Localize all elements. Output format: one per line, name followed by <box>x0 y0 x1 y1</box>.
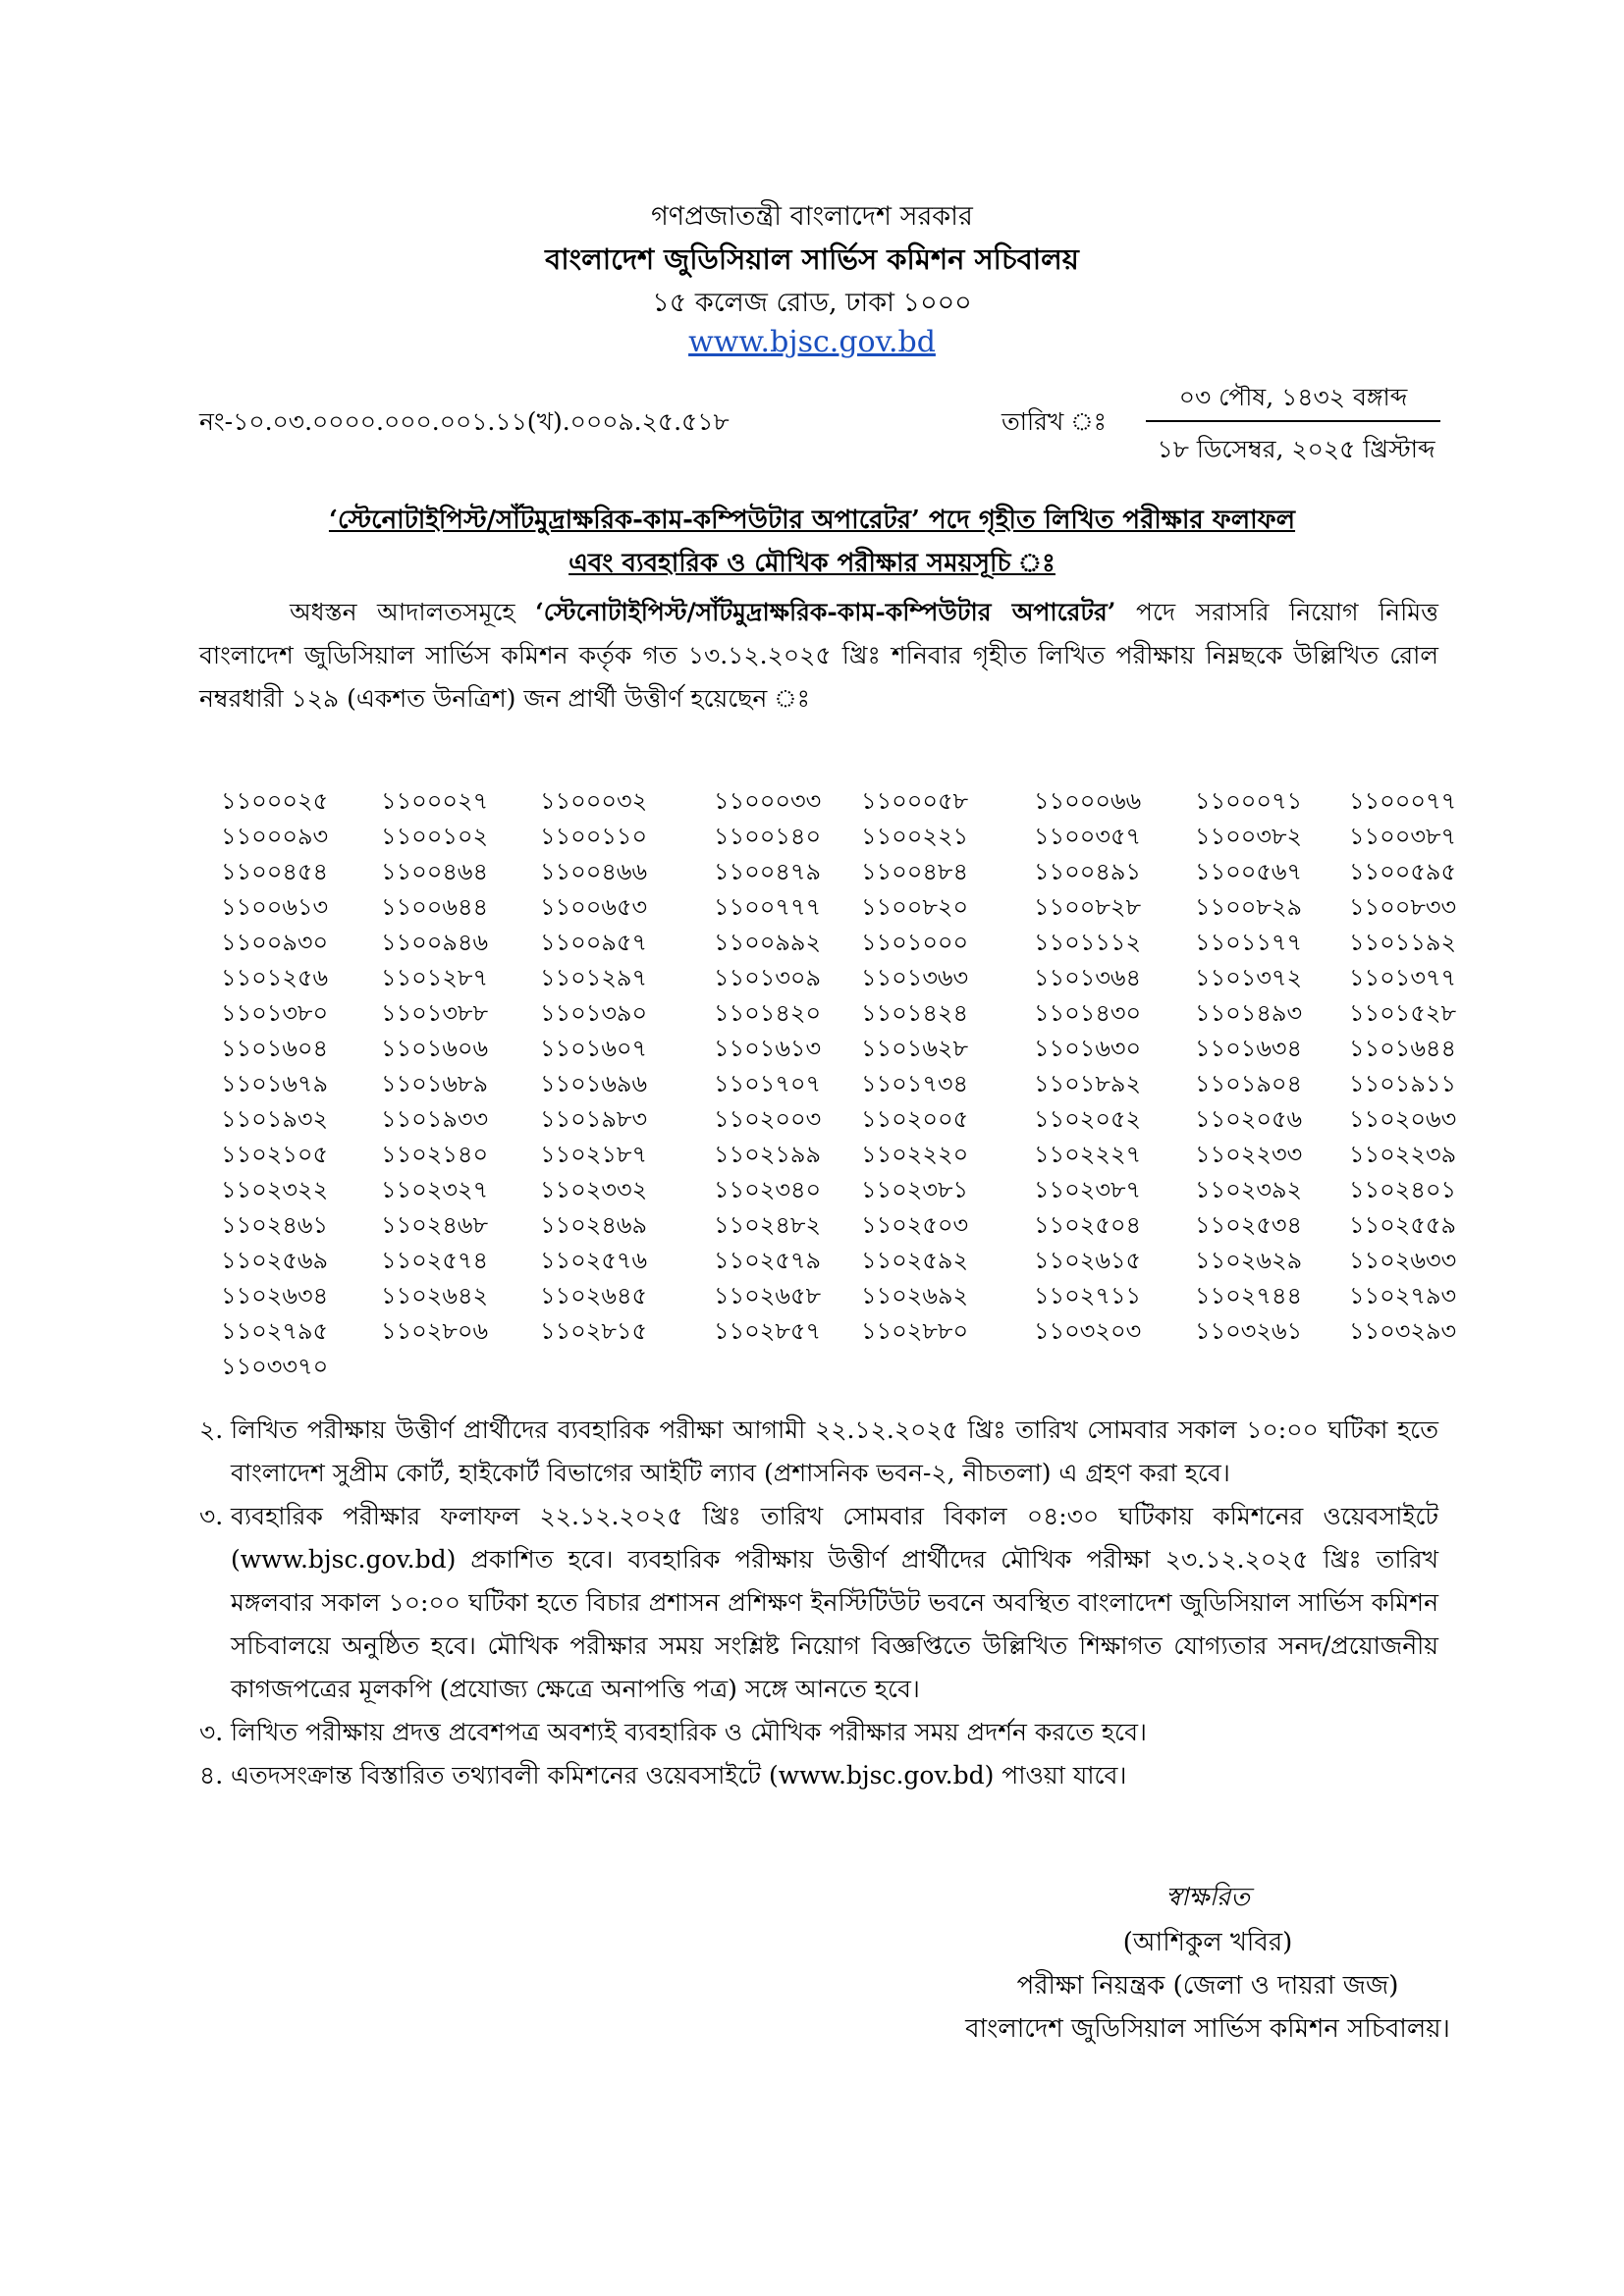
roll-number-cell: ১১০১৭৩৪ <box>861 1070 969 1097</box>
roll-number-cell: ১১০১৪৯৩ <box>1195 999 1303 1027</box>
roll-number-cell: ১১০১৩৬৩ <box>861 964 969 991</box>
roll-number-cell: ১১০১৩৮৮ <box>381 999 489 1027</box>
roll-number-cell: ১১০০২২১ <box>861 823 969 850</box>
roll-number-cell: ১১০১৯৮৩ <box>540 1105 648 1133</box>
roll-number-cell: ১১০২৬৯২ <box>861 1282 969 1309</box>
roll-number-cell: ১১০০৪৬৬ <box>540 858 648 885</box>
roll-number-cell: ১১০০৯৯২ <box>714 929 822 956</box>
roll-number-cell: ১১০১৭০৭ <box>714 1070 822 1097</box>
roll-number-cell: ১১০২৬৪৫ <box>540 1282 648 1309</box>
roll-number-cell: ১১০১৯৩৩ <box>381 1105 489 1133</box>
table-row <box>221 783 1457 819</box>
roll-number-cell: ১১০০০৩৩ <box>714 787 822 815</box>
intro-paragraph <box>199 591 1438 721</box>
roll-number-cell: ১১০০৯৪৬ <box>381 929 489 956</box>
roll-number-cell: ১১০১৩৬৪ <box>1034 964 1142 991</box>
table-row <box>221 1031 1457 1066</box>
roll-number-cell: ১১০২৮০৬ <box>381 1317 489 1345</box>
roll-number-cell: ১১০২২২৭ <box>1034 1141 1142 1168</box>
roll-number-cell: ১১০০৪৫৪ <box>221 858 329 885</box>
roll-number-cell: ১১০২২২০ <box>861 1141 969 1168</box>
roll-number-cell: ১১০২২৩৯ <box>1349 1141 1457 1168</box>
roll-number-cell: ১১০০৬৪৪ <box>381 893 489 921</box>
roll-number-cell: ১১০২১০৫ <box>221 1141 329 1168</box>
roll-number-cell: ১১০০৬৫৩ <box>540 893 648 921</box>
roll-number-cell: ১১০১৪৩০ <box>1034 999 1142 1027</box>
table-row <box>221 889 1457 925</box>
roll-number-cell: ১১০২৩২৭ <box>381 1176 489 1203</box>
roll-number-cell: ১১০০৮২০ <box>861 893 969 921</box>
roll-number-cell: ১১০১২৫৬ <box>221 964 329 991</box>
note-text: লিখিত পরীক্ষায় প্রদত্ত প্রবেশপত্র অবশ্যই ব্যবহারিক ও মৌখিক পরীক্ষার সময় প্রদর্শন করতে হবে। <box>231 1718 1147 1746</box>
roll-number-cell: ১১০১১৯২ <box>1349 929 1457 956</box>
roll-number-cell: ১১০০৮৩৩ <box>1349 893 1457 921</box>
note-text: ব্যবহারিক পরীক্ষার ফলাফল ২২.১২.২০২৫ খ্রিঃ তারিখ সোমবার বিকাল ০৪:৩০ ঘটিকায় কমিশনের ওয়েবসাইটে (www.bjsc.gov.bd) প্রকাশিত হবে। ব্যবহারিক পরীক্ষায় উত্তীর্ণ প্রার্থীদের মৌখিক পরীক্ষা ২৩.১২.২০২৫ খ্রিঃ তারিখ মঙ্গলবার সকাল ১০:০০ ঘটিকা হতে বিচার প্রশাসন প্রশিক্ষণ ইনস্টিটিউট ভবনে অবস্থিত বাংলাদেশ জুডিসিয়াল সার্ভিস কমিশন সচিবালয়ে অনুষ্ঠিত হবে। মৌখিক পরীক্ষার সময় সংশ্লিষ্ট নিয়োগ বিজ্ঞপ্তিতে উল্লিখিত শিক্ষাগত যোগ্যতার সনদ/প্রয়োজনীয় কাগজপত্রের মূলকপি (প্রযোজ্য ক্ষেত্রে অনাপত্তি পত্র) সঙ্গে আনতে হবে। <box>231 1502 1438 1703</box>
roll-number-cell: ১১০১৯৩২ <box>221 1105 329 1133</box>
intro-part-1: অধস্তন আদালতসমূহে <box>290 598 536 626</box>
roll-number-cell: ১১০০০৩২ <box>540 787 648 815</box>
signatory-office: বাংলাদেশ জুডিসিয়াল সার্ভিস কমিশন সচিবালয়। <box>965 2014 1450 2044</box>
roll-number-cell: ১১০১৬০৬ <box>381 1035 489 1062</box>
roll-number-cell: ১১০০১৪০ <box>714 823 822 850</box>
table-row <box>221 1172 1457 1207</box>
roll-number-cell: ১১০০৫৯৫ <box>1349 858 1457 885</box>
roll-number-cell: ১১০০০৯৩ <box>221 823 329 850</box>
table-row <box>221 925 1457 960</box>
roll-number-cell: ১১০২৫৯২ <box>861 1247 969 1274</box>
note-item <box>199 1409 1438 1495</box>
roll-number-cell: ১১০২০৬৩ <box>1349 1105 1457 1133</box>
table-row <box>221 960 1457 995</box>
date-label: তারিখ ঃ <box>1001 407 1107 436</box>
roll-number-cell: ১১০১২৯৭ <box>540 964 648 991</box>
roll-number-cell: ১১০১১১২ <box>1034 929 1142 956</box>
note-item <box>199 1711 1438 1754</box>
signatory-designation: পরীক্ষা নিয়ন্ত্রক (জেলা ও দায়রা জজ) <box>1016 1971 1399 2001</box>
roll-number-cell: ১১০২৭৯৫ <box>221 1317 329 1345</box>
note-number: ৩. <box>199 1502 224 1530</box>
signature-signed: স্বাক্ষরিত <box>1165 1883 1250 1912</box>
roll-number-cell: ১১০২৩২২ <box>221 1176 329 1203</box>
roll-number-cell: ১১০১৬২৮ <box>861 1035 969 1062</box>
table-row <box>221 1066 1457 1101</box>
roll-number-cell: ১১০২৪৬৮ <box>381 1211 489 1239</box>
roll-number-cell: ১১০০৪৮৪ <box>861 858 969 885</box>
roll-number-cell: ১১০০০৬৬ <box>1034 787 1142 815</box>
roll-number-cell: ১১০২০০৩ <box>714 1105 822 1133</box>
roll-number-cell: ১১০১৬০৪ <box>221 1035 329 1062</box>
table-row <box>221 1137 1457 1172</box>
table-row <box>221 1278 1457 1313</box>
table-row <box>221 1101 1457 1137</box>
table-row <box>221 1207 1457 1243</box>
roll-number-cell: ১১০১৪২০ <box>714 999 822 1027</box>
roll-number-cell: ১১০২১৪০ <box>381 1141 489 1168</box>
roll-number-cell: ১১০২২৩৩ <box>1195 1141 1303 1168</box>
roll-number-cell: ১১০২৬৪২ <box>381 1282 489 1309</box>
intro-post-name: ‘স্টেনোটাইপিস্ট/সাঁটমুদ্রাক্ষরিক-কাম-কম্পিউটার অপারেটর’ <box>535 598 1116 626</box>
header-website-link[interactable]: www.bjsc.gov.bd <box>688 325 936 359</box>
roll-number-cell: ১১০১৬৩০ <box>1034 1035 1142 1062</box>
roll-number-cell: ১১০০০৭১ <box>1195 787 1303 815</box>
date-english: ১৮ ডিসেম্বর, ২০২৫ খ্রিস্টাব্দ <box>1157 435 1435 463</box>
table-row <box>221 854 1457 889</box>
roll-number-cell: ১১০২৫৭৯ <box>714 1247 822 1274</box>
roll-number-cell: ১১০০৮২৯ <box>1195 893 1303 921</box>
roll-number-cell: ১১০২৫৭৬ <box>540 1247 648 1274</box>
note-number: ৩. <box>199 1718 224 1746</box>
roll-number-cell: ১১০০৯৩০ <box>221 929 329 956</box>
memo-number: নং-১০.০৩.০০০০.০০০.০০১.১১(খ).০০০৯.২৫.৫১৮ <box>199 407 730 436</box>
subject-heading <box>0 499 1624 585</box>
roll-number-cell: ১১০২৪০১ <box>1349 1176 1457 1203</box>
subject-line-1: ‘স্টেনোটাইপিস্ট/সাঁটমুদ্রাক্ষরিক-কাম-কম্পিউটার অপারেটর’ পদে গৃহীত লিখিত পরীক্ষার ফলাফল <box>328 506 1296 535</box>
roll-number-cell: ১১০২৪৬৯ <box>540 1211 648 1239</box>
date-divider <box>1146 420 1440 422</box>
roll-number-cell: ১১০০৪৬৪ <box>381 858 489 885</box>
header-office-name: বাংলাদেশ জুডিসিয়াল সার্ভিস কমিশন সচিবালয় <box>545 242 1079 276</box>
roll-number-cell: ১১০২৫৫৯ <box>1349 1211 1457 1239</box>
note-text: লিখিত পরীক্ষায় উত্তীর্ণ প্রার্থীদের ব্যবহারিক পরীক্ষা আগামী ২২.১২.২০২৫ খ্রিঃ তারিখ সোমবার সকাল ১০:০০ ঘটিকা হতে বাংলাদেশ সুপ্রীম কোর্ট, হাইকোর্ট বিভাগের আইটি ল্যাব (প্রশাসনিক ভবন-২, নীচতলা) এ গ্রহণ করা হবে। <box>231 1415 1438 1487</box>
roll-number-cell: ১১০০০৭৭ <box>1349 787 1457 815</box>
roll-number-cell: ১১০৩২৯৩ <box>1349 1317 1457 1345</box>
roll-number-cell: ১১০১৩৭৭ <box>1349 964 1457 991</box>
table-row <box>221 819 1457 854</box>
roll-number-cell: ১১০০৩৮৭ <box>1349 823 1457 850</box>
roll-number-cell: ১১০১০০০ <box>861 929 969 956</box>
roll-number-cell: ১১০২৩৪০ <box>714 1176 822 1203</box>
subject-line-2: এবং ব্যবহারিক ও মৌখিক পরীক্ষার সময়সূচি ঃ <box>568 549 1056 578</box>
roll-number-cell: ১১০০৯৫৭ <box>540 929 648 956</box>
roll-number-cell: ১১০১৩০৯ <box>714 964 822 991</box>
roll-number-cell: ১১০২৩৮১ <box>861 1176 969 1203</box>
roll-number-cell: ১১০২৭৯৩ <box>1349 1282 1457 1309</box>
roll-number-cell: ১১০২০০৫ <box>861 1105 969 1133</box>
roll-number-cell: ১১০২৩৩২ <box>540 1176 648 1203</box>
roll-number-cell: ১১০২৪৮২ <box>714 1211 822 1239</box>
header-address: ১৫ কলেজ রোড, ঢাকা ১০০০ <box>652 288 972 318</box>
note-number: ৪. <box>199 1761 224 1789</box>
roll-number-cell: ১১০০৭৭৭ <box>714 893 822 921</box>
roll-number-cell: ১১০৩২৬১ <box>1195 1317 1303 1345</box>
roll-number-cell: ১১০১৯০৪ <box>1195 1070 1303 1097</box>
roll-number-cell: ১১০২১৯৯ <box>714 1141 822 1168</box>
roll-number-cell: ১১০১৬৪৪ <box>1349 1035 1457 1062</box>
roll-number-cell: ১১০২৪৬১ <box>221 1211 329 1239</box>
roll-number-cell: ১১০০১১০ <box>540 823 648 850</box>
roll-number-cell: ১১০২৫০৪ <box>1034 1211 1142 1239</box>
header-government: গণপ্রজাতন্ত্রী বাংলাদেশ সরকার <box>651 201 973 232</box>
roll-number-cell: ১১০০০২৭ <box>381 787 489 815</box>
roll-number-cell: ১১০১২৮৭ <box>381 964 489 991</box>
roll-number-cell: ১১০০৫৬৭ <box>1195 858 1303 885</box>
roll-number-cell: ১১০১৪২৪ <box>861 999 969 1027</box>
roll-number-cell: ১১০১৩৮০ <box>221 999 329 1027</box>
roll-number-cell: ১১০০০২৫ <box>221 787 329 815</box>
roll-number-cell: ১১০১৬৯৬ <box>540 1070 648 1097</box>
note-number: ২. <box>199 1415 224 1444</box>
roll-number-cell: ১১০১৮৯২ <box>1034 1070 1142 1097</box>
table-row <box>221 1243 1457 1278</box>
roll-number-cell: ১১০২৬১৫ <box>1034 1247 1142 1274</box>
roll-number-cell: ১১০২৬৫৮ <box>714 1282 822 1309</box>
roll-number-cell: ১১০১৯১১ <box>1349 1070 1457 1097</box>
roll-number-cell: ১১০০৩৮২ <box>1195 823 1303 850</box>
roll-number-cell: ১১০০১০২ <box>381 823 489 850</box>
roll-number-cell: ১১০২৮৫৭ <box>714 1317 822 1345</box>
roll-number-cell: ১১০২৫৬৯ <box>221 1247 329 1274</box>
roll-number-cell: ১১০২১৮৭ <box>540 1141 648 1168</box>
table-row <box>221 995 1457 1031</box>
notes-list <box>199 1409 1438 1797</box>
roll-number-cell: ১১০২৮১৫ <box>540 1317 648 1345</box>
roll-number-cell: ১১০১৩৭২ <box>1195 964 1303 991</box>
roll-number-cell: ১১০২৫০৩ <box>861 1211 969 1239</box>
note-item <box>199 1495 1438 1711</box>
roll-number-cell: ১১০২৮৮০ <box>861 1317 969 1345</box>
roll-number-cell: ১১০১৫২৮ <box>1349 999 1457 1027</box>
roll-number-cell: ১১০৩৩৭০ <box>221 1353 329 1380</box>
date-bangla: ০৩ পৌষ, ১৪৩২ বঙ্গাব্দ <box>1178 383 1408 411</box>
roll-number-cell: ১১০১১৭৭ <box>1195 929 1303 956</box>
signatory-name: (আশিকুল খবির) <box>1122 1928 1293 1957</box>
roll-number-cell: ১১০০০৫৮ <box>861 787 969 815</box>
roll-number-cell: ১১০২৫৩৪ <box>1195 1211 1303 1239</box>
roll-number-cell: ১১০০৪৯১ <box>1034 858 1142 885</box>
roll-number-cell: ১১০০৬১৩ <box>221 893 329 921</box>
roll-number-cell: ১১০২০৫৬ <box>1195 1105 1303 1133</box>
roll-number-cell: ১১০৩২০৩ <box>1034 1317 1142 1345</box>
table-row <box>221 1313 1457 1349</box>
note-text: এতদসংক্রান্ত বিস্তারিত তথ্যাবলী কমিশনের ওয়েবসাইটে (www.bjsc.gov.bd) পাওয়া যাবে। <box>231 1761 1127 1789</box>
roll-number-cell: ১১০১৬৮৯ <box>381 1070 489 1097</box>
roll-number-cell: ১১০২৫৭৪ <box>381 1247 489 1274</box>
roll-number-cell: ১১০১৬০৭ <box>540 1035 648 1062</box>
intro-part-2: পদে সরাসরি নিয়োগ নিমিত্ত বাংলাদেশ জুডিসিয়াল সার্ভিস কমিশন কর্তৃক গত ১৩.১২.২০২৫ খ্রিঃ শনিবার গৃহীত লিখিত পরীক্ষায় নিম্নছকে উল্লিখিত রোল নম্বরধারী ১২৯ (একশত উনত্রিশ) জন প্রার্থী উত্তীর্ণ হয়েছেন ঃ <box>199 598 1439 713</box>
roll-number-table <box>221 783 1457 1384</box>
roll-number-cell: ১১০২৬৩৩ <box>1349 1247 1457 1274</box>
roll-number-cell: ১১০২৬৩৪ <box>221 1282 329 1309</box>
roll-number-cell: ১১০২০৫২ <box>1034 1105 1142 1133</box>
roll-number-cell: ১১০০৪৭৯ <box>714 858 822 885</box>
roll-number-cell: ১১০১৬৭৯ <box>221 1070 329 1097</box>
roll-number-cell: ১১০২৬২৯ <box>1195 1247 1303 1274</box>
roll-number-cell: ১১০০৮২৮ <box>1034 893 1142 921</box>
roll-number-cell: ১১০২৭৪৪ <box>1195 1282 1303 1309</box>
roll-number-cell: ১১০২৩৯২ <box>1195 1176 1303 1203</box>
roll-number-cell: ১১০২৭১১ <box>1034 1282 1142 1309</box>
table-row <box>221 1349 1457 1384</box>
roll-number-cell: ১১০১৩৯০ <box>540 999 648 1027</box>
roll-number-cell: ১১০১৬১৩ <box>714 1035 822 1062</box>
note-item <box>199 1754 1438 1797</box>
roll-number-cell: ১১০০৩৫৭ <box>1034 823 1142 850</box>
roll-number-cell: ১১০১৬৩৪ <box>1195 1035 1303 1062</box>
roll-number-cell: ১১০২৩৮৭ <box>1034 1176 1142 1203</box>
